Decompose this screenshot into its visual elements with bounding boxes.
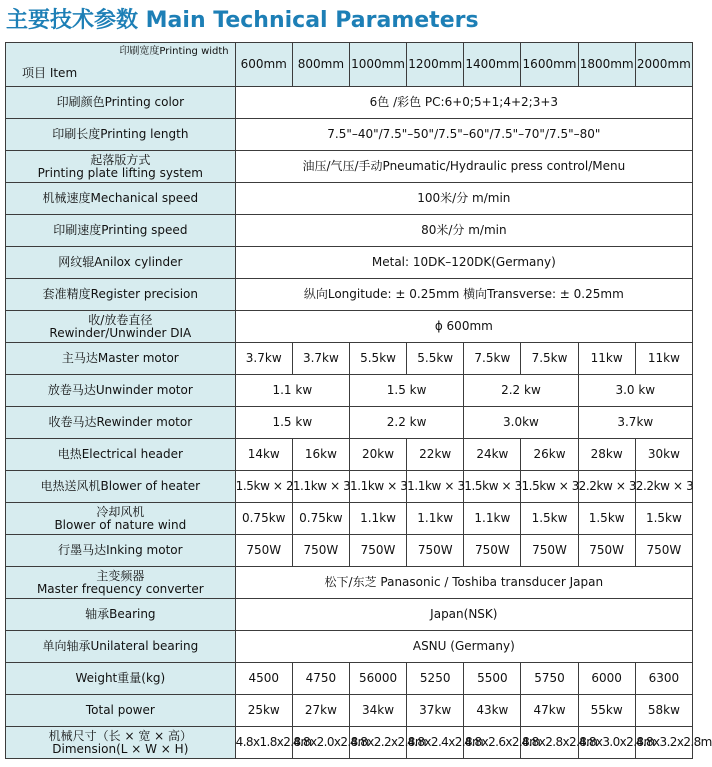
value-cell: 1.5kw [635, 503, 692, 535]
row-nature-wind [6, 503, 693, 535]
value-cell: 1.1kw × 3 [407, 471, 464, 503]
value-cell: 3.7kw [578, 407, 692, 439]
value-cell: 27kw [292, 695, 349, 727]
value-cell: 1.5kw [521, 503, 578, 535]
row-value: Metal: 10DK–120DK(Germany) [235, 247, 692, 279]
value-cell: 3.7kw [235, 343, 292, 375]
value-cell: 2.2 kw [464, 375, 578, 407]
row-label: 套准精度Register precision [6, 279, 236, 311]
row-label-line1: 主变频器 [96, 568, 145, 583]
row-label: Weight重量(kg) [6, 663, 236, 695]
value-cell: 1.5kw [578, 503, 635, 535]
value-cell: 4.8x2.4x2.8m [407, 727, 464, 759]
width-header: 1800mm [578, 43, 635, 87]
row-label: 放卷马达Unwinder motor [6, 375, 236, 407]
row-total-power [6, 695, 693, 727]
value-cell: 2.2kw × 3 [578, 471, 635, 503]
row-label-line2: Rewinder/Unwinder DIA [49, 325, 192, 340]
row-label: 单向轴承Unilateral bearing [6, 631, 236, 663]
row-inking-motor [6, 535, 693, 567]
row-register-precision [6, 279, 693, 311]
value-cell: 30kw [635, 439, 692, 471]
value-cell: 750W [578, 535, 635, 567]
value-cell: 1.1kw × 3 [292, 471, 349, 503]
width-header: 2000mm [635, 43, 692, 87]
row-label-line2: Dimension(L × W × H) [52, 741, 189, 756]
value-cell: 750W [635, 535, 692, 567]
row-value: Japan(NSK) [235, 599, 692, 631]
value-cell: 47kw [521, 695, 578, 727]
value-cell: 3.0kw [464, 407, 578, 439]
item-label: 项目 Item [22, 66, 78, 81]
value-cell: 1.1 kw [235, 375, 349, 407]
row-value: 纵向Longitude: ± 0.25mm 横向Transverse: ± 0.25mm [235, 279, 692, 311]
value-cell: 24kw [464, 439, 521, 471]
row-printing-speed [6, 215, 693, 247]
row-label: 印刷速度Printing speed [6, 215, 236, 247]
row-frequency-converter [6, 567, 693, 599]
row-label-line1: 冷却风机 [96, 504, 145, 519]
row-label: 电热Electrical header [6, 439, 236, 471]
row-value: 6色 /彩色 PC:6+0;5+1;4+2;3+3 [235, 87, 692, 119]
value-cell: 4.8x3.0x2.8m [578, 727, 635, 759]
row-label: 轴承Bearing [6, 599, 236, 631]
row-label: 机械速度Mechanical speed [6, 183, 236, 215]
row-label-line2: Blower of nature wind [54, 517, 187, 532]
header-corner-cell [6, 43, 236, 87]
row-label: 网纹辊Anilox cylinder [6, 247, 236, 279]
value-cell: 750W [407, 535, 464, 567]
value-cell: 43kw [464, 695, 521, 727]
value-cell: 5250 [407, 663, 464, 695]
row-electrical-header [6, 439, 693, 471]
value-cell: 1.1kw [464, 503, 521, 535]
width-header: 1400mm [464, 43, 521, 87]
value-cell: 56000 [349, 663, 406, 695]
value-cell: 2.2kw × 3 [635, 471, 692, 503]
value-cell: 3.0 kw [578, 375, 692, 407]
row-anilox [6, 247, 693, 279]
value-cell: 5.5kw [349, 343, 406, 375]
value-cell: 4750 [292, 663, 349, 695]
row-printing-length [6, 119, 693, 151]
printing-width-label: 印刷宽度Printing width [119, 46, 229, 57]
value-cell: 4.8x2.6x2.8m [464, 727, 521, 759]
value-cell: 0.75kw [292, 503, 349, 535]
row-label [6, 311, 236, 343]
row-label: 电热送风机Blower of heater [6, 471, 236, 503]
row-label-line1: 机械尺寸（长 × 宽 × 高） [48, 728, 193, 743]
row-label: 主马达Master motor [6, 343, 236, 375]
value-cell: 750W [235, 535, 292, 567]
row-rewinder-motor [6, 407, 693, 439]
value-cell: 55kw [578, 695, 635, 727]
value-cell: 25kw [235, 695, 292, 727]
row-label-line2: Master frequency converter [36, 581, 204, 596]
row-value: ASNU (Germany) [235, 631, 692, 663]
row-label: 印刷颜色Printing color [6, 87, 236, 119]
row-blower-heater [6, 471, 693, 503]
value-cell: 2.2 kw [349, 407, 463, 439]
row-label-line1: 收/放卷直径 [88, 312, 153, 327]
value-cell: 4.8x3.2x2.8m [635, 727, 692, 759]
value-cell: 750W [292, 535, 349, 567]
width-header: 1000mm [349, 43, 406, 87]
value-cell: 11kw [635, 343, 692, 375]
spec-table [5, 42, 712, 759]
row-dimension [6, 727, 693, 759]
row-master-motor [6, 343, 693, 375]
value-cell: 750W [521, 535, 578, 567]
value-cell: 58kw [635, 695, 692, 727]
row-value: 松下/东芝 Panasonic / Toshiba transducer Japan [235, 567, 692, 599]
row-value: 100米/分 m/min [235, 183, 692, 215]
row-printing-color [6, 87, 693, 119]
row-rewinder-dia [6, 311, 693, 343]
value-cell: 7.5kw [521, 343, 578, 375]
value-cell: 1.5 kw [349, 375, 463, 407]
value-cell: 6300 [635, 663, 692, 695]
value-cell: 4.8x2.8x2.8m [521, 727, 578, 759]
row-weight [6, 663, 693, 695]
row-value: 80米/分 m/min [235, 215, 692, 247]
width-header: 600mm [235, 43, 292, 87]
value-cell: 20kw [349, 439, 406, 471]
value-cell: 16kw [292, 439, 349, 471]
value-cell: 7.5kw [464, 343, 521, 375]
value-cell: 1.5kw × 2 [235, 471, 292, 503]
row-label [6, 503, 236, 535]
row-unilateral-bearing [6, 631, 693, 663]
value-cell: 5750 [521, 663, 578, 695]
value-cell: 1.5kw × 3 [464, 471, 521, 503]
value-cell: 1.1kw [407, 503, 464, 535]
row-label-line1: 起落版方式 [90, 152, 151, 167]
value-cell: 1.5kw × 3 [521, 471, 578, 503]
value-cell: 28kw [578, 439, 635, 471]
value-cell: 5500 [464, 663, 521, 695]
value-cell: 37kw [407, 695, 464, 727]
value-cell: 1.1kw [349, 503, 406, 535]
value-cell: 750W [464, 535, 521, 567]
row-label: 行墨马达Inking motor [6, 535, 236, 567]
value-cell: 4.8x2.2x2.8m [349, 727, 406, 759]
value-cell: 4.8x1.8x2.8m [235, 727, 292, 759]
page-title: 主要技术参数 Main Technical Parameters [6, 8, 479, 33]
value-cell: 1.1kw × 3 [349, 471, 406, 503]
row-value: ϕ 600mm [235, 311, 692, 343]
row-mechanical-speed [6, 183, 693, 215]
row-unwinder-motor [6, 375, 693, 407]
value-cell: 14kw [235, 439, 292, 471]
value-cell: 750W [349, 535, 406, 567]
value-cell: 4500 [235, 663, 292, 695]
value-cell: 26kw [521, 439, 578, 471]
row-label: 收卷马达Rewinder motor [6, 407, 236, 439]
value-cell: 6000 [578, 663, 635, 695]
value-cell: 0.75kw [235, 503, 292, 535]
row-plate-lifting [6, 151, 693, 183]
row-value: 7.5"–40"/7.5"–50"/7.5"–60"/7.5"–70"/7.5"–80" [235, 119, 692, 151]
width-header: 1200mm [407, 43, 464, 87]
row-bearing [6, 599, 693, 631]
value-cell: 1.5 kw [235, 407, 349, 439]
value-cell: 4.8x2.0x2.8m [292, 727, 349, 759]
row-label [6, 151, 236, 183]
row-label-line2: Printing plate lifting system [37, 165, 203, 180]
header-row [6, 43, 693, 87]
width-header: 1600mm [521, 43, 578, 87]
width-header: 800mm [292, 43, 349, 87]
row-label [6, 727, 236, 759]
row-value: 油压/气压/手动Pneumatic/Hydraulic press control/Menu [235, 151, 692, 183]
row-label [6, 567, 236, 599]
value-cell: 11kw [578, 343, 635, 375]
value-cell: 5.5kw [407, 343, 464, 375]
value-cell: 22kw [407, 439, 464, 471]
row-label: Total power [6, 695, 236, 727]
value-cell: 34kw [349, 695, 406, 727]
row-label: 印刷长度Printing length [6, 119, 236, 151]
value-cell: 3.7kw [292, 343, 349, 375]
